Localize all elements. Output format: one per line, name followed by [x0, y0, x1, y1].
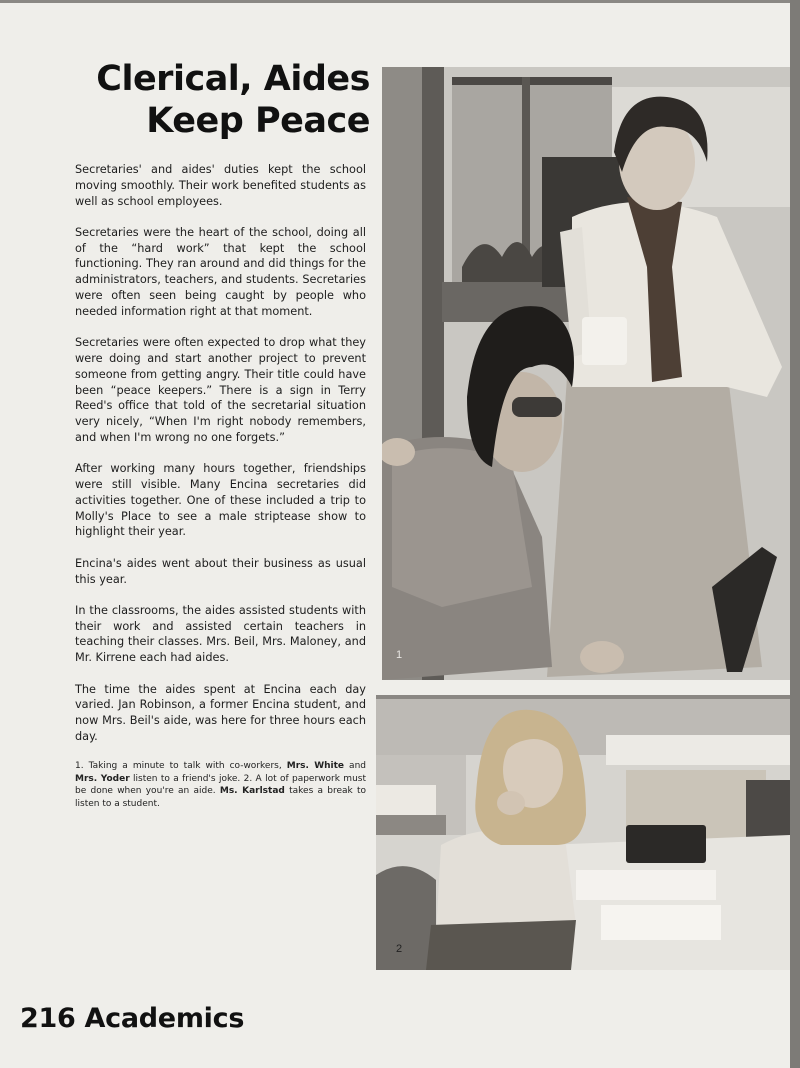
caption-name-3: Ms. Karlstad [219, 786, 285, 797]
photo-coworkers [382, 67, 790, 680]
caption-text-1: 1. Taking a minute to talk with co-workers, [75, 761, 287, 772]
caption-text-2: and [344, 761, 366, 772]
caption-text-4: takes a break to listen to a student. [75, 786, 367, 809]
photo-1-number: 1 [396, 649, 403, 661]
photo-2-number: 2 [396, 943, 403, 955]
page-top-edge [0, 0, 800, 3]
article-body [75, 162, 366, 810]
page-binding-shadow [790, 0, 800, 1068]
paragraph-5: Encina's aides went about their business as usual this year. [75, 556, 366, 586]
paragraph-2: Secretaries were the heart of the school, doing all of the “hard work” that kept the school functioning. They ran around and did things for the administrators, teachers, and students. Secretaries were often seen being caught by people who needed information right at that moment. [75, 225, 366, 318]
paragraph-7: The time the aides spent at Encina each day varied. Jan Robinson, a former Encina student, and now Mrs. Beil's aide, was here for three hours each day. [75, 682, 366, 743]
title-line-2: Keep Peace [146, 101, 370, 141]
paragraph-6: In the classrooms, the aides assisted students with their work and assisted certain teachers in teaching their classes. Mrs. Beil, Mrs. Maloney, and Mr. Kirrene each had aides. [75, 603, 366, 665]
photo-coworkers-image [382, 67, 790, 680]
article-title [60, 58, 370, 142]
caption-text-3: listen to a friend's joke. 2. A lot of paperwork must be done when you're an aide. [75, 773, 366, 797]
title-line-1: Clerical, Aides [96, 59, 370, 99]
caption-name-2: Mrs. Yoder [75, 773, 130, 784]
caption-name-1: Mrs. White [286, 761, 345, 772]
paragraph-1: Secretaries' and aides' duties kept the school moving smoothly. Their work benefited students as well as school employees. [75, 163, 366, 208]
photo-aide-image [376, 695, 790, 970]
page-footer: 216 Academics [20, 1003, 245, 1034]
paragraph-4: After working many hours together, friendships were still visible. Many Encina secretaries did activities together. One of these included a trip to Molly's Place to see a male striptease show to highlight their year. [75, 462, 366, 539]
photo-caption [75, 760, 366, 810]
paragraph-3: Secretaries were often expected to drop what they were doing and start another project to prevent someone from getting angry. Their title could have been “peace keepers.” There is a sign in Terry Reed's office that told of the secretarial situation very nicely, “When I'm right nobody remembers, and when I'm wrong no one forgets.” [75, 336, 366, 444]
photo-aide [376, 695, 790, 970]
